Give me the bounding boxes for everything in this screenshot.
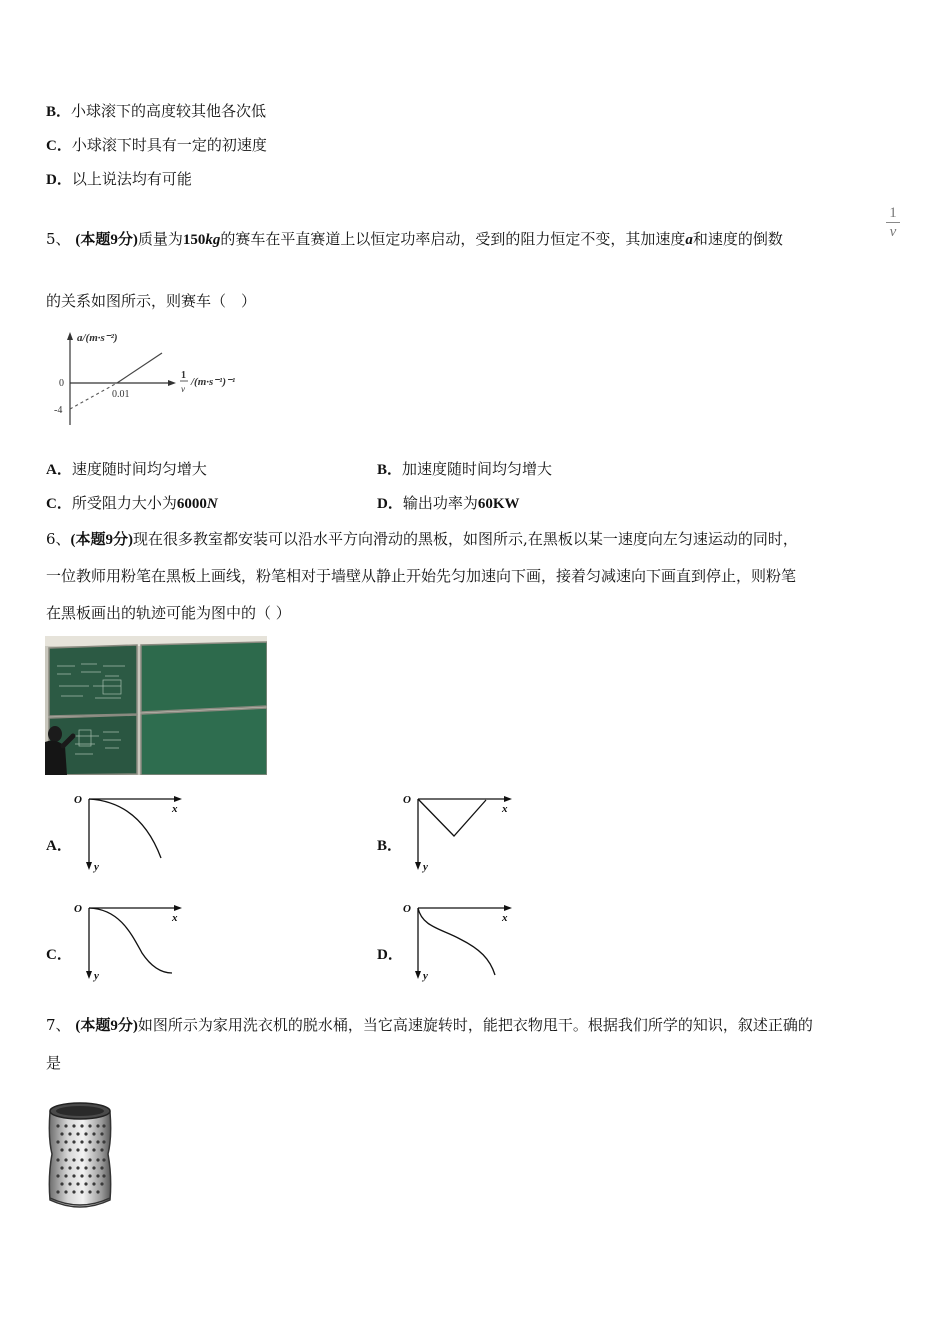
- origin-label: O: [403, 794, 411, 806]
- option-text: 加速度随时间均匀增大: [402, 460, 553, 478]
- y-label: y: [94, 970, 99, 982]
- x-label-numerator: 1: [181, 370, 186, 381]
- option-letter: C．: [46, 138, 72, 154]
- trajectory-graph-b: [400, 790, 520, 875]
- y-axis-arrow: [67, 332, 73, 340]
- mass-value: 150: [182, 232, 206, 248]
- y-axis-label: a/(m·s⁻²): [77, 332, 118, 344]
- spin-dryer-drum-photo: [44, 1098, 116, 1214]
- option-letter: D．: [377, 496, 403, 512]
- option-letter: B．: [377, 838, 403, 854]
- question-number: 5、: [46, 230, 71, 248]
- option-letter: C．: [46, 947, 72, 963]
- trajectory-graph-c: [70, 899, 190, 984]
- x-axis-arrow: [504, 905, 512, 911]
- inverse-v-fraction: [886, 204, 900, 241]
- option-letter: B．: [46, 104, 72, 120]
- q5-option-c: [46, 493, 218, 514]
- q5-option-d: [377, 493, 520, 514]
- q6-option-d: [377, 944, 403, 965]
- option-letter: B．: [377, 462, 403, 478]
- origin-label: 0: [59, 378, 64, 389]
- stem-text: 如图所示为家用洗衣机的脱水桶，当它高速旋转时，能把衣物甩干。根据我们所学的知识，叙述正确的: [137, 1016, 813, 1034]
- origin-label: O: [74, 903, 82, 915]
- option-letter: A．: [46, 838, 72, 854]
- q6-option-a: [46, 835, 72, 856]
- q6-stem-line2: [46, 566, 796, 586]
- question-score: (本题9分): [70, 532, 134, 548]
- option-text: 以上说法均有可能: [71, 170, 192, 188]
- mass-unit: kg: [205, 232, 221, 248]
- x-axis-arrow: [174, 796, 182, 802]
- q5-option-a: [46, 459, 207, 480]
- stem-text: 和速度的倒数: [692, 230, 783, 248]
- q4-option-d: [46, 169, 192, 190]
- stem-text: 质量为: [137, 230, 183, 248]
- q4-option-c: [46, 135, 267, 156]
- x-axis-arrow: [504, 796, 512, 802]
- stem-text: 一位教师用粉笔在黑板上画线，粉笔相对于墙壁从静止开始先匀加速向下画，接着匀减速向下画直到停止，则粉笔: [46, 567, 797, 585]
- fraction-numerator: 1: [889, 205, 897, 221]
- option-letter: C．: [46, 496, 72, 512]
- upper-right-board: [141, 642, 267, 712]
- option-text: 小球滚下时具有一定的初速度: [71, 136, 267, 154]
- x-axis-arrow: [168, 380, 176, 386]
- x-axis-arrow: [174, 905, 182, 911]
- trajectory-curve: [418, 799, 486, 836]
- power-value: 60KW: [477, 496, 520, 512]
- option-text: 小球滚下的高度较其他各次低: [71, 102, 267, 120]
- force-value: 6000: [176, 496, 207, 512]
- origin-label: O: [74, 794, 82, 806]
- x-label: x: [172, 803, 178, 815]
- fraction-denominator: v: [889, 224, 897, 240]
- q7-stem-line2: [46, 1053, 61, 1073]
- force-unit: N: [206, 496, 218, 512]
- y-axis-arrow: [415, 971, 421, 979]
- q7-stem-line1: [46, 1015, 813, 1036]
- trajectory-graph-a: [70, 790, 190, 875]
- question-number: 7、: [46, 1016, 71, 1034]
- lower-right-board: [141, 708, 267, 775]
- upper-left-board: [49, 645, 137, 716]
- question-score: (本题9分): [75, 232, 138, 248]
- stem-text: 的赛车在平直赛道上以恒定功率启动，受到的阻力恒定不变，其加速度: [220, 230, 686, 248]
- q5-stem-line1: [46, 229, 783, 250]
- x-intercept-label: 0.01: [112, 389, 130, 400]
- q6-option-b: [377, 835, 402, 856]
- q5-option-b: [377, 459, 552, 480]
- question-number: 6、: [46, 530, 71, 548]
- graph-line: [117, 353, 162, 383]
- option-text: 所受阻力大小为: [71, 494, 177, 512]
- q6-option-c: [46, 944, 72, 965]
- trajectory-curve: [89, 908, 172, 973]
- x-label: x: [502, 912, 508, 924]
- y-intercept-label: -4: [54, 405, 63, 416]
- blackboard-photo: [45, 636, 267, 775]
- y-axis-arrow: [86, 862, 92, 870]
- y-label: y: [94, 861, 99, 873]
- option-letter: A．: [46, 462, 72, 478]
- y-axis-arrow: [415, 862, 421, 870]
- trajectory-graph-d: [400, 899, 520, 984]
- stem-text: 是: [46, 1054, 62, 1072]
- y-axis-arrow: [86, 971, 92, 979]
- q4-option-b: [46, 101, 266, 122]
- q6-stem-line3: [46, 603, 291, 623]
- question-score: (本题9分): [75, 1018, 138, 1034]
- drum-opening: [56, 1106, 104, 1116]
- x-label: x: [502, 803, 508, 815]
- stem-text: 现在很多教室都安装可以沿水平方向滑动的黑板，如图所示,在黑板以某一速度向左匀速运动的同时，: [133, 530, 798, 548]
- a-vs-inverse-v-graph: [45, 325, 260, 430]
- x-label-denominator: v: [181, 384, 185, 394]
- option-letter: D．: [377, 947, 403, 963]
- q5-stem-line2: [46, 291, 256, 311]
- stem-text: 的关系如图所示，则赛车（ ）: [46, 292, 257, 310]
- option-letter: D．: [46, 172, 72, 188]
- q6-stem-line1: [46, 529, 798, 550]
- accel-symbol: a: [685, 232, 693, 248]
- x-axis-unit: /(m·s⁻¹)⁻¹: [191, 376, 236, 388]
- option-text: 速度随时间均匀增大: [71, 460, 207, 478]
- dashed-extension: [70, 383, 117, 409]
- origin-label: O: [403, 903, 411, 915]
- option-text: 输出功率为: [402, 494, 478, 512]
- x-label: x: [172, 912, 178, 924]
- stem-text: 在黑板画出的轨迹可能为图中的（ ）: [46, 604, 291, 622]
- y-label: y: [423, 861, 428, 873]
- trajectory-curve: [418, 908, 495, 975]
- y-label: y: [423, 970, 428, 982]
- trajectory-curve: [89, 799, 161, 858]
